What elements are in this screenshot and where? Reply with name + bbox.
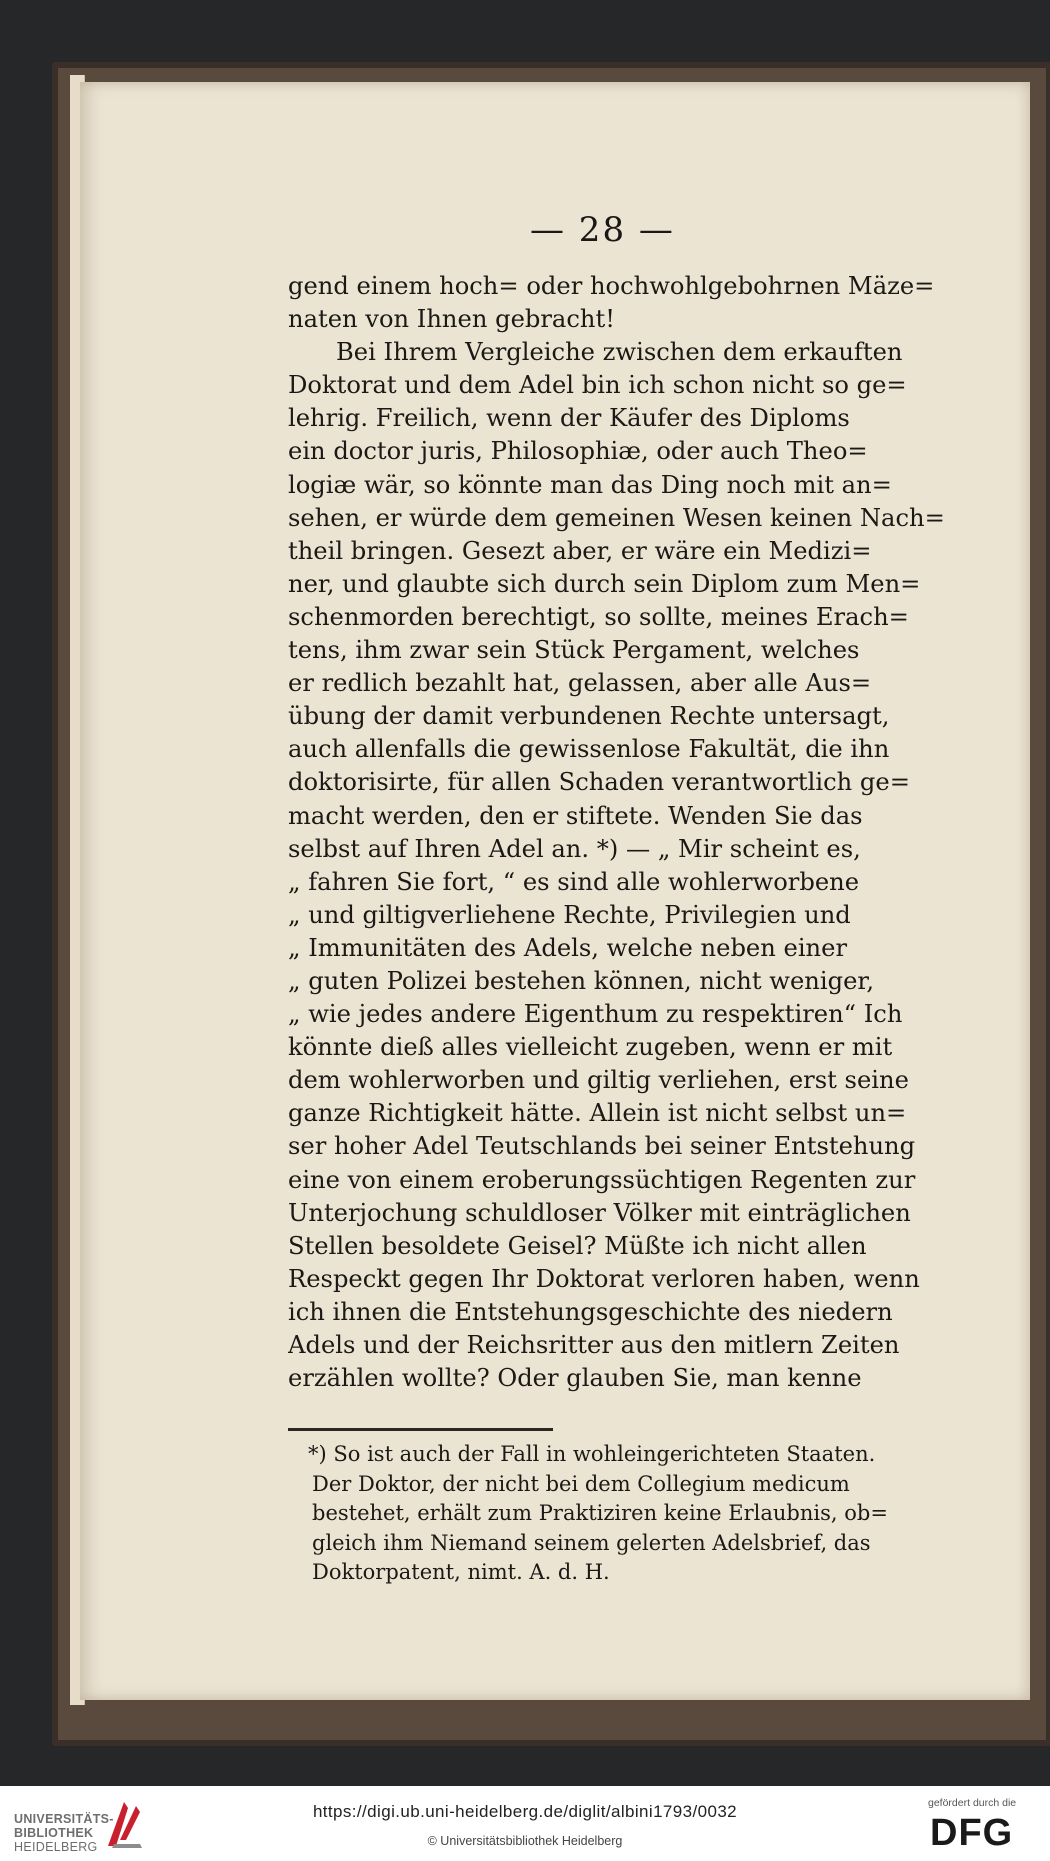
text-line: theil bringen. Gesezt aber, er wäre ein Medizi= xyxy=(288,536,872,565)
dfg-logo[interactable]: DFG xyxy=(930,1812,1014,1854)
text-line: schenmorden berechtigt, so sollte, meines Erach= xyxy=(288,602,909,631)
footnote-line: *) So ist auch der Fall in wohleingerichteten Staaten. xyxy=(308,1442,876,1466)
text-line: Respeckt gegen Ihr Doktorat verloren haben, wenn xyxy=(288,1264,920,1293)
text-line: dem wohlerworben und giltig verliehen, erst seine xyxy=(288,1066,909,1095)
text-line: „ guten Polizei bestehen können, nicht weniger, xyxy=(288,966,875,995)
text-line: Stellen besoldete Geisel? Müßte ich nicht allen xyxy=(288,1231,867,1260)
text-line: doktorisirte, für allen Schaden verantwortlich ge= xyxy=(288,768,910,797)
main-text xyxy=(288,270,960,1395)
text-line: ser hoher Adel Teutschlands bei seiner Entstehung xyxy=(288,1132,916,1161)
footnote-line: Doktorpatent, nimt. A. d. H. xyxy=(312,1560,610,1584)
text-line: übung der damit verbundenen Rechte untersagt, xyxy=(288,702,890,731)
text-line: Bei Ihrem Vergleiche zwischen dem erkauften xyxy=(336,338,903,367)
library-logo-icon[interactable] xyxy=(102,1796,148,1852)
footnote-line: Der Doktor, der nicht bei dem Collegium medicum xyxy=(312,1471,850,1496)
funding-note: gefördert durch die xyxy=(928,1797,1017,1809)
text-line: macht werden, den er stiftete. Wenden Sie das xyxy=(288,801,863,830)
text-line: ein doctor juris, Philosophiæ, oder auch Theo= xyxy=(288,437,868,466)
text-line: „ wie jedes andere Eigenthum zu respektiren“ Ich xyxy=(288,1000,903,1029)
text-line: „ und giltigverliehene Rechte, Privilegien und xyxy=(288,900,851,929)
footnote-line: gleich ihm Niemand seinem gelerten Adelsbrief, das xyxy=(312,1530,871,1555)
text-line: tens, ihm zwar sein Stück Pergament, welches xyxy=(288,636,860,665)
text-line: logiæ wär, so könnte man das Ding noch mit an= xyxy=(288,470,892,499)
footnote xyxy=(308,1440,960,1588)
text-line: sehen, er würde dem gemeinen Wesen keinen Nach= xyxy=(288,503,945,532)
text-line: „ Immunitäten des Adels, welche neben einer xyxy=(288,933,848,962)
text-line: ner, und glaubte sich durch sein Diplom zum Men= xyxy=(288,569,921,598)
text-line: auch allenfalls die gewissenlose Fakultät, die ihn xyxy=(288,735,890,764)
library-logo-text[interactable] xyxy=(14,1812,114,1854)
page-number: — 28 — xyxy=(530,210,675,250)
footnote-line: bestehet, erhält zum Praktiziren keine Erlaubnis, ob= xyxy=(312,1501,888,1525)
text-line: erzählen wollte? Oder glauben Sie, man kenne xyxy=(288,1364,862,1393)
text-line: eine von einem eroberungssüchtigen Regenten zur xyxy=(288,1165,916,1194)
library-logo-line: UNIVERSITÄTS- xyxy=(14,1812,114,1826)
text-line: ich ihnen die Entstehungsgeschichte des niedern xyxy=(288,1297,893,1326)
text-line: selbst auf Ihren Adel an. *) — „ Mir scheint es, xyxy=(288,834,861,863)
text-line: gend einem hoch= oder hochwohlgebohrnen Mäze= xyxy=(288,272,935,300)
permalink-url[interactable]: https://digi.ub.uni-heidelberg.de/diglit/albini1793/0032 xyxy=(312,1802,738,1821)
logo-base xyxy=(112,1844,142,1848)
viewer-footer xyxy=(0,1786,1050,1861)
library-logo-line: BIBLIOTHEK xyxy=(14,1826,94,1840)
text-line: Unterjochung schuldloser Völker mit einträglichen xyxy=(288,1198,911,1227)
library-logo-line: HEIDELBERG xyxy=(14,1840,98,1854)
text-line: Adels und der Reichsritter aus den mitlern Zeiten xyxy=(288,1331,900,1359)
text-line: er redlich bezahlt hat, gelassen, aber alle Aus= xyxy=(288,669,872,698)
text-line: naten von Ihnen gebracht! xyxy=(288,305,615,334)
footnote-rule xyxy=(288,1428,553,1431)
copyright-notice: © Universitätsbibliothek Heidelberg xyxy=(427,1834,623,1848)
text-line: Doktorat und dem Adel bin ich schon nicht so ge= xyxy=(288,371,907,400)
text-line: „ fahren Sie fort, “ es sind alle wohlerworbene xyxy=(288,867,860,896)
text-line: lehrig. Freilich, wenn der Käufer des Diploms xyxy=(288,404,850,433)
text-line: könnte dieß alles vielleicht zugeben, wenn er mit xyxy=(288,1033,893,1062)
text-line: ganze Richtigkeit hätte. Allein ist nicht selbst un= xyxy=(288,1099,907,1128)
